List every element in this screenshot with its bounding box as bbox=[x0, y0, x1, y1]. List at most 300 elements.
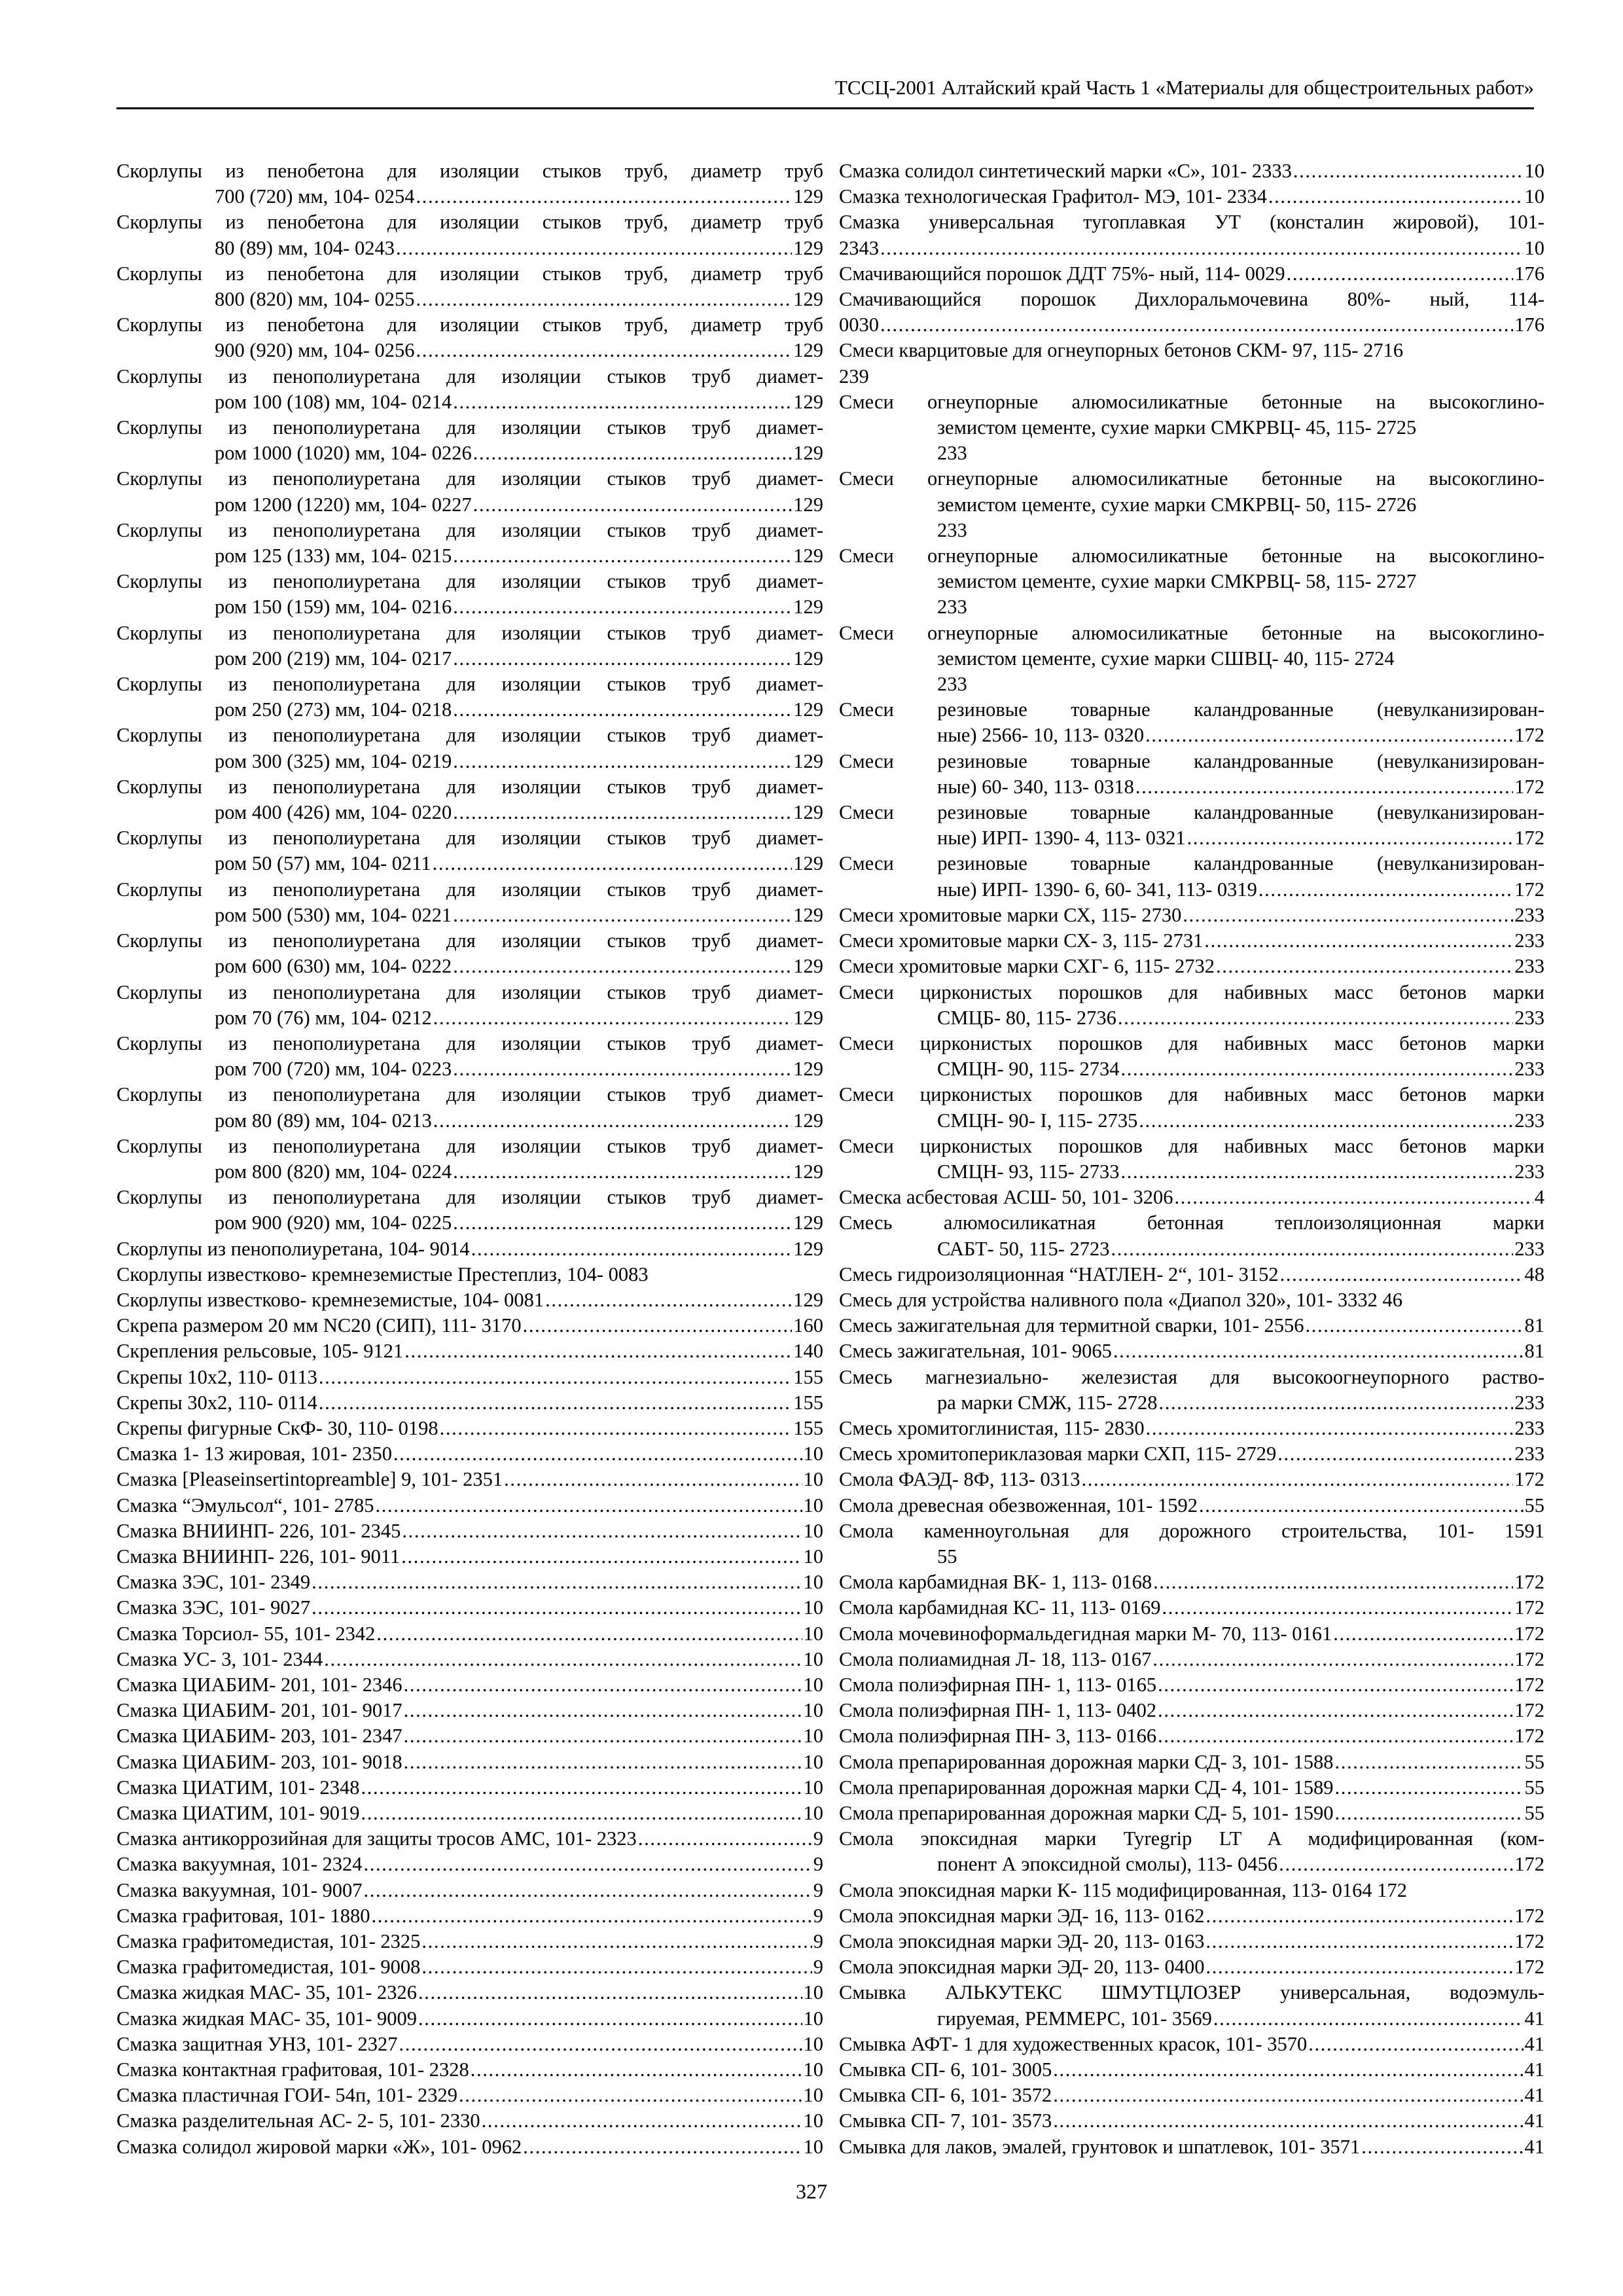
entry-text: Смола полиэфирная ПН- 1, 113- 0165 bbox=[839, 1673, 1157, 1696]
dot-leader bbox=[1205, 1903, 1513, 1929]
entry-text: понент А эпоксидной смолы), 113- 0456 bbox=[937, 1853, 1278, 1876]
index-entry bbox=[839, 1416, 1544, 1441]
entry-last-line bbox=[839, 2108, 1544, 2134]
entry-last-line bbox=[839, 903, 1544, 928]
entry-text: ра марки СМЖ, 115- 2728 bbox=[937, 1391, 1158, 1414]
dot-leader bbox=[1361, 2134, 1523, 2160]
page-reference: 10 bbox=[1524, 185, 1544, 208]
index-entry bbox=[116, 1031, 823, 1082]
index-entry bbox=[116, 928, 823, 979]
index-entry bbox=[116, 261, 823, 312]
entry-last-line bbox=[116, 1775, 823, 1801]
entry-text-line: Скорлупы из пенополиуретана для изоляции стыков труб диамет- bbox=[116, 467, 823, 490]
entry-text: Смола древесная обезвоженная, 101- 1592 bbox=[839, 1494, 1198, 1516]
entry-text: ром 900 (920) мм, 104- 0225 bbox=[215, 1211, 452, 1234]
entry-text: 0030 bbox=[839, 314, 879, 336]
dot-leader bbox=[1333, 1621, 1513, 1647]
entry-last-line bbox=[839, 1672, 1544, 1698]
index-entry bbox=[839, 1082, 1544, 1133]
dot-leader bbox=[404, 1672, 802, 1698]
page-reference: 129 bbox=[793, 185, 823, 208]
page-reference: 172 bbox=[1514, 1956, 1544, 1979]
index-entry bbox=[116, 1878, 823, 1903]
entry-last-line bbox=[839, 774, 1544, 800]
index-entry bbox=[839, 1929, 1544, 1954]
dot-leader bbox=[1120, 1159, 1513, 1185]
page-reference: 41 bbox=[1524, 2058, 1544, 2081]
index-entry bbox=[116, 1980, 823, 2005]
entry-last-line bbox=[839, 1878, 1544, 1903]
entry-text-line: Скорлупы из пенополиуретана для изоляции стыков труб диамет- bbox=[116, 1031, 823, 1054]
entry-last-line bbox=[116, 1493, 823, 1518]
index-entry bbox=[116, 1595, 823, 1621]
index-entry bbox=[839, 1570, 1544, 1595]
entry-text: Смывка АФТ- 1 для художественных красок, 101- 3570 bbox=[839, 2032, 1308, 2055]
entry-last-line bbox=[116, 1159, 823, 1185]
entry-last-line bbox=[116, 1262, 823, 1287]
entry-last-line bbox=[839, 1595, 1544, 1621]
index-entry bbox=[839, 1493, 1544, 1518]
page-reference: 172 bbox=[1514, 1596, 1544, 1619]
index-entry bbox=[116, 415, 823, 466]
entry-text: ром 400 (426) мм, 104- 0220 bbox=[215, 801, 452, 824]
entry-text-line: земистом цементе, сухие марки СМКРВЦ- 58, 115- 2727 bbox=[937, 570, 1417, 593]
index-entry bbox=[839, 184, 1544, 209]
page-reference: 41 bbox=[1524, 2084, 1544, 2107]
entry-text-line: земистом цементе, сухие марки СМКРВЦ- 45, 115- 2725 bbox=[937, 416, 1417, 439]
entry-text: Смазка ЦИАБИМ- 203, 101- 2347 bbox=[116, 1725, 402, 1748]
dot-leader bbox=[1118, 1005, 1513, 1031]
dot-leader bbox=[880, 236, 1524, 261]
entry-text: Смазка ВНИИНП- 226, 101- 9011 bbox=[116, 1545, 401, 1568]
page-reference: 172 bbox=[1514, 1673, 1544, 1696]
index-entry bbox=[839, 1621, 1544, 1647]
entry-text: Смазка контактная графитовая, 101- 2328 bbox=[116, 2058, 469, 2081]
index-entry bbox=[839, 954, 1544, 979]
dot-leader bbox=[1277, 1441, 1513, 1467]
page-reference: 129 bbox=[793, 1160, 823, 1183]
page-reference: 172 bbox=[1514, 1853, 1544, 1876]
dot-leader bbox=[880, 312, 1513, 338]
page-reference: 140 bbox=[793, 1340, 823, 1363]
dot-leader bbox=[453, 1056, 792, 1082]
page-reference: 10 bbox=[803, 1545, 823, 1568]
page-reference: 129 bbox=[793, 698, 823, 721]
dot-leader bbox=[471, 2057, 802, 2083]
dot-leader bbox=[459, 2083, 802, 2108]
index-entry bbox=[116, 1134, 823, 1185]
entry-last-line bbox=[116, 1441, 823, 1467]
dot-leader bbox=[324, 1647, 802, 1672]
entry-last-line bbox=[839, 723, 1544, 748]
entry-last-line bbox=[839, 2006, 1544, 2032]
header-title: ТССЦ-2001 Алтайский край Часть 1 «Материалы для общестроительных работ» bbox=[834, 76, 1534, 99]
entry-last-line bbox=[116, 287, 823, 312]
dot-leader bbox=[1216, 954, 1513, 979]
entry-last-line bbox=[839, 1621, 1544, 1647]
page-reference: 4 bbox=[1534, 1186, 1544, 1209]
page-reference: 129 bbox=[793, 801, 823, 824]
page-reference: 172 bbox=[1514, 1468, 1544, 1491]
entry-text: Смазка графитомедистая, 101- 2325 bbox=[116, 1930, 421, 1953]
index-entry bbox=[839, 1647, 1544, 1672]
index-entry bbox=[116, 1185, 823, 1236]
entry-text: Смола препарированная дорожная марки СД- 4, 101- 1589 bbox=[839, 1776, 1334, 1799]
entry-last-line bbox=[116, 1313, 823, 1338]
entry-text-line: Скорлупы из пенобетона для изоляции стыков труб, диаметр труб bbox=[116, 160, 823, 182]
entry-last-line bbox=[116, 1749, 823, 1775]
entry-text-line: земистом цементе, сухие марки СМКРВЦ- 50, 115- 2726 bbox=[937, 493, 1417, 516]
dot-leader bbox=[418, 2006, 802, 2032]
dot-leader bbox=[418, 1980, 802, 2005]
page-reference: 129 bbox=[793, 1211, 823, 1234]
entry-last-line bbox=[839, 440, 1544, 466]
entry-text: ром 600 (630) мм, 104- 0222 bbox=[215, 955, 452, 978]
dot-leader bbox=[1111, 1236, 1514, 1262]
entry-text-line: Скорлупы из пенополиуретана для изоляции стыков труб диамет- bbox=[116, 1083, 823, 1106]
entry-text: Смазка УС- 3, 101- 2344 bbox=[116, 1647, 323, 1670]
entry-text: ром 1000 (1020) мм, 104- 0226 bbox=[215, 442, 472, 465]
entry-text: Смазка защитная УНЗ, 101- 2327 bbox=[116, 2032, 398, 2055]
entry-last-line bbox=[116, 389, 823, 415]
entry-last-line bbox=[839, 158, 1544, 184]
entry-text: ром 100 (108) мм, 104- 0214 bbox=[215, 390, 452, 413]
entry-text: ром 300 (325) мм, 104- 0219 bbox=[215, 749, 452, 772]
dot-leader bbox=[453, 697, 792, 723]
entry-last-line bbox=[839, 672, 1544, 697]
entry-text: Скрепы 10х2, 110- 0113 bbox=[116, 1365, 317, 1388]
page-reference: 129 bbox=[793, 236, 823, 259]
entry-text-line: Смеси резиновые товарные каландрованные (невулканизирован- bbox=[839, 698, 1544, 721]
entry-text: ром 200 (219) мм, 104- 0217 bbox=[215, 647, 452, 670]
entry-text: 700 (720) мм, 104- 0254 bbox=[215, 185, 415, 208]
page-reference: 10 bbox=[803, 1622, 823, 1645]
entry-last-line bbox=[839, 594, 1544, 620]
page-reference: 10 bbox=[803, 1443, 823, 1465]
entry-last-line bbox=[839, 1313, 1544, 1338]
index-entry bbox=[116, 1672, 823, 1698]
page-reference: 129 bbox=[793, 903, 823, 926]
entry-last-line bbox=[116, 851, 823, 876]
dot-leader bbox=[433, 1108, 792, 1134]
page-reference: 10 bbox=[803, 1596, 823, 1619]
entry-text: Смесь хромитопериклазовая марки СХП, 115- 2729 bbox=[839, 1443, 1277, 1465]
index-entry bbox=[839, 928, 1544, 954]
entry-last-line bbox=[116, 646, 823, 672]
entry-last-line bbox=[116, 903, 823, 928]
dot-leader bbox=[1293, 158, 1524, 184]
page-reference: 81 bbox=[1524, 1340, 1544, 1363]
index-entry bbox=[116, 1621, 823, 1647]
dot-leader bbox=[1287, 261, 1514, 287]
index-entry bbox=[116, 723, 823, 774]
dot-leader bbox=[471, 1236, 793, 1262]
entry-last-line bbox=[116, 440, 823, 466]
index-entry bbox=[116, 1416, 823, 1441]
entry-last-line bbox=[839, 1338, 1544, 1364]
dot-leader bbox=[1204, 928, 1513, 954]
entry-text-line: Смывка АЛЬКУТЕКС ШМУТЦЛОЗЕР универсальная, водоэмуль- bbox=[839, 1981, 1544, 2004]
dot-leader bbox=[396, 236, 792, 261]
index-entry bbox=[116, 1338, 823, 1364]
entry-last-line bbox=[839, 1801, 1544, 1826]
index-entry bbox=[116, 1493, 823, 1518]
entry-text: 2343 bbox=[839, 236, 879, 259]
index-entry bbox=[116, 1313, 823, 1338]
entry-last-line bbox=[116, 749, 823, 774]
entry-text: Смывка для лаков, эмалей, грунтовок и шпатлевок, 101- 3571 bbox=[839, 2135, 1361, 2158]
entry-last-line bbox=[839, 928, 1544, 954]
entry-text-line: Скорлупы из пенополиуретана для изоляции стыков труб диамет- bbox=[116, 878, 823, 901]
page-reference: 233 bbox=[1514, 1160, 1544, 1183]
index-entry bbox=[839, 364, 1544, 389]
page-reference: 55 bbox=[1524, 1494, 1544, 1516]
entry-last-line bbox=[116, 1236, 823, 1262]
index-entry bbox=[116, 1441, 823, 1467]
page-reference: 41 bbox=[1524, 2109, 1544, 2132]
dot-leader bbox=[421, 1929, 812, 1954]
page-reference: 160 bbox=[793, 1314, 823, 1337]
page-reference: 10 bbox=[803, 1776, 823, 1799]
entry-last-line bbox=[116, 1723, 823, 1749]
page-reference: 233 bbox=[1514, 1109, 1544, 1132]
entry-text-line: Скорлупы из пенополиуретана для изоляции стыков труб диамет- bbox=[116, 621, 823, 644]
dot-leader bbox=[523, 2134, 802, 2160]
entry-text: гируемая, РЕММЕРС, 101- 3569 bbox=[937, 2007, 1212, 2030]
dot-leader bbox=[421, 1954, 812, 1980]
entry-last-line bbox=[839, 2032, 1544, 2057]
entry-text: Скорлупы из пенополиуретана, 104- 9014 bbox=[116, 1237, 470, 1260]
entry-text: 233 bbox=[937, 673, 967, 696]
entry-text: Смола карбамидная ВК- 1, 113- 0168 bbox=[839, 1571, 1152, 1594]
entry-last-line bbox=[116, 1467, 823, 1492]
entry-last-line bbox=[116, 594, 823, 620]
entry-text: Смазка ЦИАБИМ- 201, 101- 9017 bbox=[116, 1699, 402, 1722]
dot-leader bbox=[312, 1570, 802, 1595]
page-reference: 129 bbox=[793, 1288, 823, 1311]
entry-text: Смазка пластичная ГОИ- 54п, 101- 2329 bbox=[116, 2084, 457, 2107]
entry-text: Смазка ЗЭС, 101- 2349 bbox=[116, 1571, 311, 1594]
dot-leader bbox=[453, 903, 792, 928]
entry-text: Смазка Торсиол- 55, 101- 2342 bbox=[116, 1622, 376, 1645]
index-entry bbox=[839, 800, 1544, 851]
entry-last-line bbox=[839, 1570, 1544, 1595]
entry-text: Смола эпоксидная марки ЭД- 16, 113- 0162 bbox=[839, 1904, 1205, 1927]
entry-text: Смола полиэфирная ПН- 1, 113- 0402 bbox=[839, 1699, 1157, 1722]
entry-text: СМЦН- 90- I, 115- 2735 bbox=[937, 1109, 1138, 1132]
entry-last-line bbox=[839, 1749, 1544, 1775]
entry-text: Смазка ВНИИНП- 226, 101- 2345 bbox=[116, 1519, 401, 1542]
dot-leader bbox=[416, 184, 792, 209]
index-entry bbox=[116, 2134, 823, 2160]
entry-text-line: земистом цементе, сухие марки СШВЦ- 40, 115- 2724 bbox=[937, 647, 1395, 670]
entry-last-line bbox=[116, 1647, 823, 1672]
dot-leader bbox=[1279, 1852, 1513, 1877]
index-entry bbox=[116, 1365, 823, 1390]
index-entry bbox=[839, 2134, 1544, 2160]
dot-leader bbox=[401, 1544, 802, 1570]
index-entry bbox=[116, 1287, 823, 1313]
index-entry bbox=[839, 158, 1544, 184]
entry-text: ром 50 (57) мм, 104- 0211 bbox=[215, 852, 431, 875]
page-reference: 233 bbox=[1514, 929, 1544, 952]
entry-text-line: Скорлупы из пенополиуретана для изоляции стыков труб диамет- bbox=[116, 980, 823, 1003]
page-reference: 129 bbox=[793, 1058, 823, 1081]
entry-last-line bbox=[116, 2108, 823, 2134]
page-reference: 172 bbox=[1514, 1725, 1544, 1748]
entry-last-line bbox=[116, 1338, 823, 1364]
dot-leader bbox=[393, 1441, 802, 1467]
page-reference: 41 bbox=[1524, 2007, 1544, 2030]
page-reference: 129 bbox=[793, 493, 823, 516]
entry-last-line bbox=[839, 1698, 1544, 1723]
index-entry bbox=[839, 851, 1544, 902]
entry-last-line bbox=[839, 312, 1544, 338]
entry-text: Смазка антикоррозийная для защиты тросов АМС, 101- 2323 bbox=[116, 1827, 637, 1850]
index-entry bbox=[116, 1929, 823, 1954]
entry-last-line bbox=[116, 2134, 823, 2160]
dot-leader bbox=[319, 1365, 792, 1390]
entry-text: Смола ФАЭД- 8Ф, 113- 0313 bbox=[839, 1468, 1080, 1491]
entry-last-line bbox=[116, 1826, 823, 1852]
dot-leader bbox=[433, 1005, 792, 1031]
page-reference: 10 bbox=[803, 2058, 823, 2081]
dot-leader bbox=[453, 543, 792, 569]
entry-text: Смазка разделительная АС- 2- 5, 101- 2330 bbox=[116, 2109, 480, 2132]
entry-text: Смазка жидкая МАС- 35, 101- 9009 bbox=[116, 2007, 418, 2030]
entry-text: Смазка ЗЭС, 101- 9027 bbox=[116, 1596, 311, 1619]
entry-text: Смеси хромитовые марки СХ- 3, 115- 2731 bbox=[839, 929, 1204, 952]
dot-leader bbox=[319, 1390, 792, 1416]
entry-text: Смывка СП- 6, 101- 3572 bbox=[839, 2084, 1052, 2107]
entry-last-line bbox=[839, 1236, 1544, 1262]
entry-text-line: Скорлупы из пенополиуретана для изоляции стыков труб диамет- bbox=[116, 1186, 823, 1209]
page-reference: 55 bbox=[1524, 1750, 1544, 1773]
index-entry bbox=[116, 1749, 823, 1775]
page-reference: 55 bbox=[1524, 1802, 1544, 1824]
index-entry bbox=[116, 1723, 823, 1749]
page-reference: 10 bbox=[803, 1699, 823, 1722]
entry-last-line bbox=[116, 1903, 823, 1929]
page-reference: 233 bbox=[1514, 1443, 1544, 1465]
index-column-left bbox=[116, 158, 823, 2160]
entry-text: 239 bbox=[839, 365, 869, 387]
entry-text: 800 (820) мм, 104- 0255 bbox=[215, 288, 415, 311]
entry-last-line bbox=[116, 1518, 823, 1544]
entry-last-line bbox=[116, 492, 823, 518]
page-reference: 129 bbox=[793, 596, 823, 619]
entry-last-line bbox=[116, 236, 823, 261]
entry-text-line: Скорлупы из пенополиуретана для изоляции стыков труб диамет- bbox=[116, 673, 823, 696]
index-entry bbox=[839, 261, 1544, 287]
entry-text: Смазка жидкая МАС- 35, 101- 2326 bbox=[116, 1981, 418, 2004]
index-entry bbox=[839, 1313, 1544, 1338]
dot-leader bbox=[453, 1210, 792, 1236]
index-entry bbox=[116, 1390, 823, 1416]
entry-last-line bbox=[839, 1287, 1544, 1313]
page-reference: 129 bbox=[793, 955, 823, 978]
dot-leader bbox=[1306, 1313, 1524, 1338]
index-entry bbox=[116, 312, 823, 363]
page-reference: 10 bbox=[803, 2084, 823, 2107]
dot-leader bbox=[638, 1826, 812, 1852]
page-reference: 10 bbox=[803, 1802, 823, 1824]
dot-leader bbox=[1113, 1338, 1524, 1364]
entry-text: СМЦН- 93, 115- 2733 bbox=[937, 1160, 1120, 1183]
entry-last-line bbox=[116, 1390, 823, 1416]
entry-text: Смола мочевиноформальдегидная марки М- 70, 113- 0161 bbox=[839, 1622, 1332, 1645]
entry-last-line bbox=[839, 364, 1544, 389]
page-reference: 129 bbox=[793, 545, 823, 567]
entry-text: Смазка графитовая, 101- 1880 bbox=[116, 1904, 370, 1927]
page-reference: 172 bbox=[1514, 1622, 1544, 1645]
index-entry bbox=[839, 1185, 1544, 1210]
dot-leader bbox=[1308, 2032, 1523, 2057]
index-entry bbox=[839, 389, 1544, 467]
index-entry bbox=[839, 1287, 1544, 1313]
index-entry bbox=[839, 2057, 1544, 2083]
index-entry bbox=[116, 1954, 823, 1980]
entry-text: Смола карбамидная КС- 11, 113- 0169 bbox=[839, 1596, 1161, 1619]
page-reference: 129 bbox=[793, 852, 823, 875]
page-reference: 233 bbox=[1514, 1058, 1544, 1081]
index-entry bbox=[116, 774, 823, 825]
entry-text: Смазка графитомедистая, 101- 9008 bbox=[116, 1956, 421, 1979]
page-reference: 172 bbox=[1514, 1699, 1544, 1722]
entry-last-line bbox=[839, 1903, 1544, 1929]
entry-text: ром 1200 (1220) мм, 104- 0227 bbox=[215, 493, 472, 516]
dot-leader bbox=[473, 440, 792, 466]
dot-leader bbox=[361, 1775, 802, 1801]
entry-text: Смола полиамидная Л- 18, 113- 0167 bbox=[839, 1647, 1152, 1670]
page-reference: 129 bbox=[793, 442, 823, 465]
entry-text-line: Скорлупы из пенополиуретана для изоляции стыков труб диамет- bbox=[116, 724, 823, 747]
dot-leader bbox=[402, 1518, 802, 1544]
entry-text: Смола эпоксидная марки К- 115 модифицированная, 113- 0164 172 bbox=[839, 1878, 1408, 1901]
entry-text: СМЦН- 90, 115- 2734 bbox=[937, 1058, 1120, 1081]
index-entry bbox=[116, 980, 823, 1031]
entry-text: 55 bbox=[937, 1545, 957, 1568]
index-entry bbox=[116, 1570, 823, 1595]
dot-leader bbox=[545, 1287, 792, 1313]
entry-text-line: Смачивающийся порошок Дихлоральмочевина 80%- ный, 114- bbox=[839, 288, 1544, 311]
entry-text-line: Скорлупы из пенобетона для изоляции стыков труб, диаметр труб bbox=[116, 262, 823, 285]
dot-leader bbox=[404, 1698, 802, 1723]
entry-last-line bbox=[839, 2083, 1544, 2108]
dot-leader bbox=[482, 2108, 802, 2134]
entry-last-line bbox=[839, 184, 1544, 209]
entry-text: Смазка вакуумная, 101- 2324 bbox=[116, 1853, 363, 1876]
entry-text: Смесь зажигательная для термитной сварки, 101- 2556 bbox=[839, 1314, 1304, 1337]
entry-text-line: Скорлупы из пенополиуретана для изоляции стыков труб диамет- bbox=[116, 775, 823, 798]
entry-text-line: Скорлупы из пенобетона для изоляции стыков труб, диаметр труб bbox=[116, 211, 823, 234]
entry-text: Скрепы фигурные СкФ- 30, 110- 0198 bbox=[116, 1416, 438, 1439]
index-entry bbox=[116, 209, 823, 260]
entry-last-line bbox=[839, 338, 1544, 363]
page-reference: 129 bbox=[793, 1237, 823, 1260]
dot-leader bbox=[376, 1621, 802, 1647]
entry-last-line bbox=[116, 1544, 823, 1570]
entry-last-line bbox=[116, 1056, 823, 1082]
index-entry bbox=[839, 2032, 1544, 2057]
page-reference: 41 bbox=[1524, 2135, 1544, 2158]
entry-text: Смесь гидроизоляционная “НАТЛЕН- 2“, 101- 3152 bbox=[839, 1263, 1279, 1285]
entry-last-line bbox=[116, 1929, 823, 1954]
entry-text: Скорлупы известково- кремнеземистые, 104- 0081 bbox=[116, 1288, 544, 1311]
entry-text-line: Смеси цирконистых порошков для набивных масс бетонов марки bbox=[839, 980, 1544, 1003]
dot-leader bbox=[1280, 1262, 1524, 1287]
entry-last-line bbox=[116, 1672, 823, 1698]
